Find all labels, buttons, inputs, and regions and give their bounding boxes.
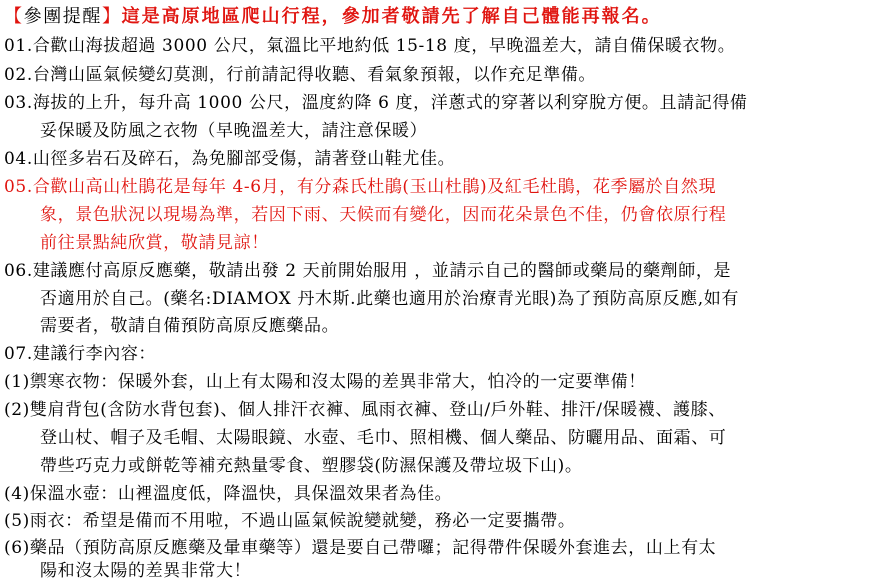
title-label: 參團提醒: [23, 6, 103, 27]
packing-item-2-line-2: 登山杖、帽子及毛帽、太陽眼鏡、水壺、毛巾、照相機、個人藥品、防曬用品、面霜、可: [40, 428, 727, 448]
notice-title-line: [4, 4, 662, 30]
packing-item-6-line-2: 陽和沒太陽的差異非常大！: [40, 561, 252, 581]
note-03-line-2: 妥保暖及防風之衣物（早晚溫差大，請注意保暖）: [40, 121, 428, 141]
note-01-line: 01.合歡山海拔超過 3000 公尺，氣溫比平地約低 15-18 度，早晚溫差大，請自備保暖衣物。: [4, 36, 736, 56]
note-05-line-3: 前往景點純欣賞，敬請見諒！: [40, 233, 269, 253]
note-05-line-1: 05.合歡山高山杜鵑花是每年 4-6月，有分森氏杜鵑(玉山杜鵑)及紅毛杜鵑，花季屬於自然現: [4, 177, 717, 197]
note-06-line-3: 需要者，敬請自備預防高原反應藥品。: [40, 316, 340, 336]
title-open-bracket: 【: [4, 6, 24, 27]
note-04-line: 04.山徑多岩石及碎石，為免腳部受傷，請著登山鞋尤佳。: [4, 149, 456, 169]
note-03-line-1: 03.海拔的上升，每升高 1000 公尺，溫度約降 6 度，洋蔥式的穿著以利穿脫方便。且請記得備: [4, 93, 748, 113]
note-02-line: 02.台灣山區氣候變幻莫測，行前請記得收聽、看氣象預報，以作充足準備。: [4, 65, 597, 85]
packing-item-6-line-1: (6)藥品（預防高原反應藥及暈車藥等）還是要自己帶囉；記得帶件保暖外套進去，山上有太: [4, 538, 717, 558]
packing-item-5: (5)雨衣：希望是備而不用啦，不過山區氣候說變就變，務必一定要攜帶。: [4, 511, 576, 531]
title-headline: 這是高原地區爬山行程，參加者敬請先了解自己體能再報名。: [121, 6, 662, 27]
packing-item-4: (4)保溫水壺：山裡溫度低，降溫快，具保溫效果者為佳。: [4, 484, 453, 504]
packing-item-1: (1)禦寒衣物：保暖外套，山上有太陽和沒太陽的差異非常大，怕冷的一定要準備！: [4, 372, 646, 392]
note-06-line-1: 06.建議應付高原反應藥，敬請出發 2 天前開始服用 ，並請示自己的醫師或藥局的藥劑師，是: [4, 261, 732, 281]
note-05-line-2: 象，景色狀況以現場為準，若因下雨、天候而有變化，因而花朵景色不佳，仍會依原行程: [40, 205, 727, 225]
title-close-bracket: 】: [102, 6, 122, 27]
note-07-line: 07.建議行李內容：: [4, 344, 157, 364]
packing-item-2-line-1: (2)雙肩背包(含防水背包套)、個人排汗衣褲、風雨衣褲、登山/戶外鞋、排汗/保暖襪、護膝、: [4, 400, 726, 420]
packing-item-2-line-3: 帶些巧克力或餅乾等補充熱量零食、塑膠袋(防濕保護及帶垃圾下山)。: [40, 456, 583, 476]
note-06-line-2: 否適用於自己。(藥名:DIAMOX 丹木斯.此藥也適用於治療青光眼)為了預防高原反應,如有: [40, 289, 739, 309]
